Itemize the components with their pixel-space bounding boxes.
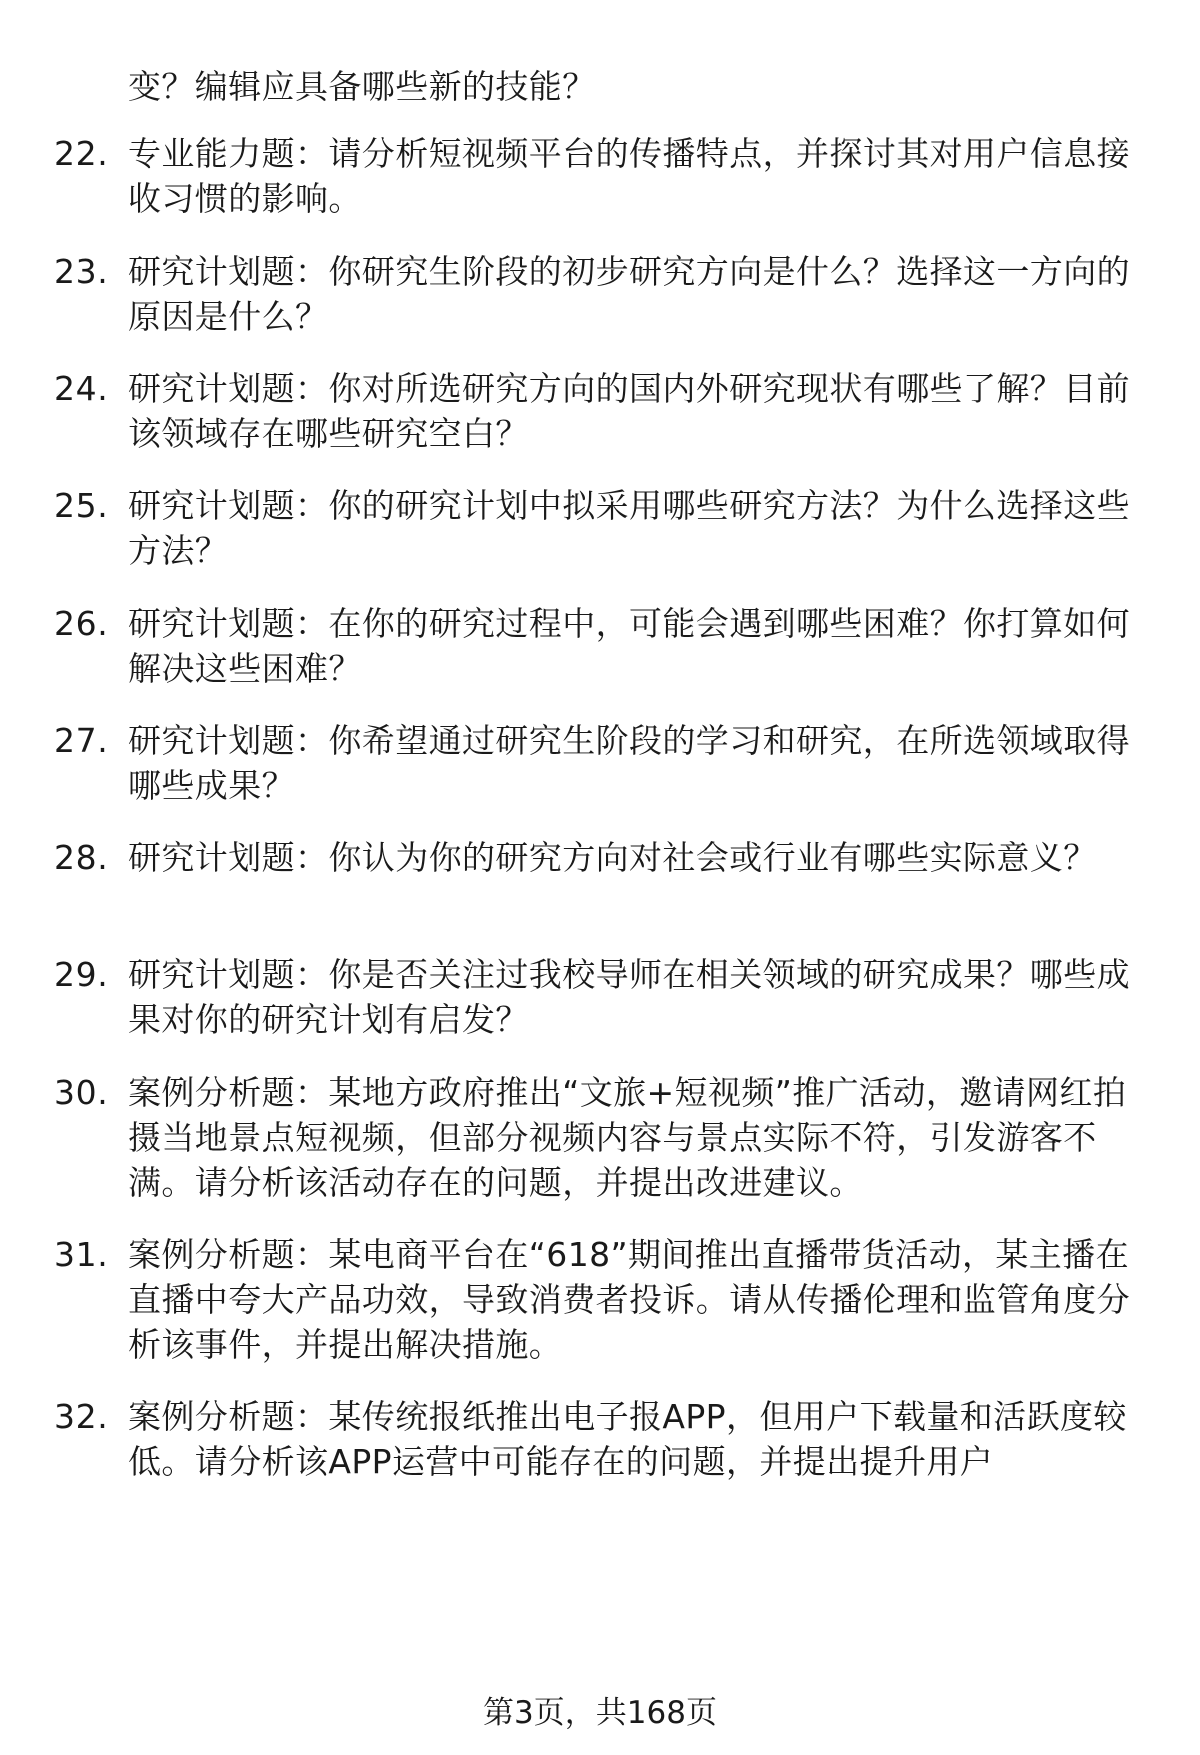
item-number: 29. <box>54 955 109 994</box>
item-text: 研究计划题：你对所选研究方向的国内外研究现状有哪些了解？目前该领域存在哪些研究空白？ <box>128 369 1130 453</box>
item-text: 案例分析题：某地方政府推出“文旅+短视频”推广活动，邀请网红拍摄当地景点短视频，但部分视频内容与景点实际不符，引发游客不满。请分析该活动存在的问题，并提出改进建议。 <box>128 1073 1127 1202</box>
list-item <box>54 366 1138 456</box>
item-text: 专业能力题：请分析短视频平台的传播特点，并探讨其对用户信息接收习惯的影响。 <box>128 134 1130 218</box>
list-item <box>54 601 1138 691</box>
item-text: 研究计划题：你的研究计划中拟采用哪些研究方法？为什么选择这些方法？ <box>128 486 1130 570</box>
list-item <box>54 249 1138 339</box>
list-item <box>54 131 1138 221</box>
list-item <box>54 1232 1138 1367</box>
list-item <box>54 1394 1138 1484</box>
item-number: 27. <box>54 721 109 760</box>
item-number: 28. <box>54 838 109 877</box>
item-number: 23. <box>54 252 109 291</box>
continuation-text: 变？编辑应具备哪些新的技能？ <box>128 67 596 106</box>
item-number: 22. <box>54 134 109 173</box>
list-item <box>54 952 1138 1042</box>
item-number: 32. <box>54 1397 109 1436</box>
item-text: 研究计划题：你希望通过研究生阶段的学习和研究，在所选领域取得哪些成果？ <box>128 721 1130 805</box>
item-text: 研究计划题：你是否关注过我校导师在相关领域的研究成果？哪些成果对你的研究计划有启发？ <box>128 955 1130 1039</box>
item-text: 案例分析题：某电商平台在“618”期间推出直播带货活动，某主播在直播中夸大产品功效，导致消费者投诉。请从传播伦理和监管角度分析该事件，并提出解决措施。 <box>128 1235 1130 1364</box>
item-number: 25. <box>54 486 109 525</box>
item-text: 研究计划题：你认为你的研究方向对社会或行业有哪些实际意义？ <box>128 838 1097 877</box>
item-text: 研究计划题：你研究生阶段的初步研究方向是什么？选择这一方向的原因是什么？ <box>128 252 1130 336</box>
item-number: 24. <box>54 369 109 408</box>
list-item <box>54 483 1138 573</box>
item-text: 案例分析题：某传统报纸推出电子报APP，但用户下载量和活跃度较低。请分析该APP运营中可能存在的问题，并提出提升用户 <box>128 1397 1127 1481</box>
item-text: 研究计划题：在你的研究过程中，可能会遇到哪些困难？你打算如何解决这些困难？ <box>128 604 1130 688</box>
list-item <box>54 718 1138 808</box>
item-number: 26. <box>54 604 109 643</box>
list-item <box>54 1070 1138 1205</box>
page-footer: 第3页，共168页 <box>483 1695 717 1731</box>
item-number: 31. <box>54 1235 109 1274</box>
item-number: 30. <box>54 1073 109 1112</box>
list-item <box>54 835 1138 880</box>
